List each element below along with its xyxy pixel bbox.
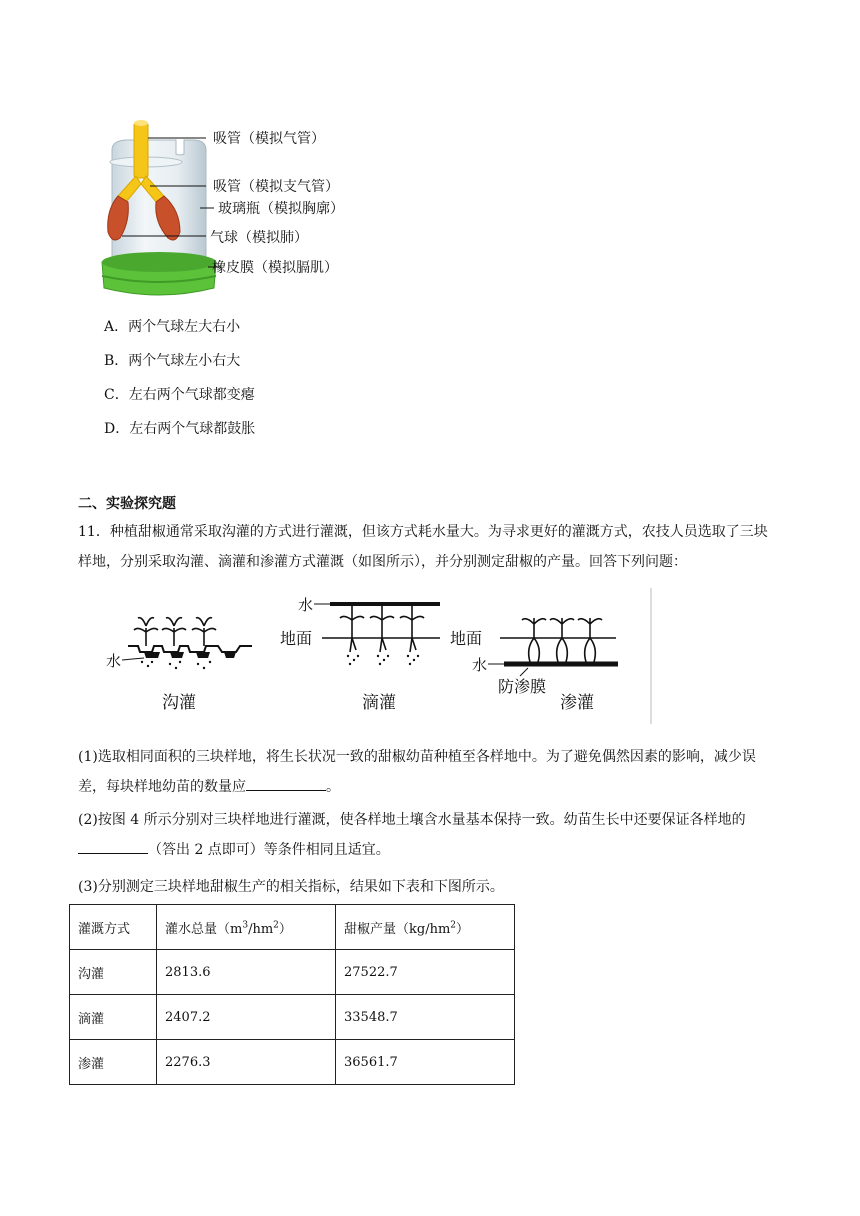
question-11-part-2: (2)按图 4 所示分别对三块样地进行灌溉，使各样地土壤含水量基本保持一致。幼苗生长中还要保证各样地的（答出 2 点即可）等条件相同且适宜。 bbox=[78, 812, 746, 858]
label-diaphragm: 橡皮膜（模拟膈肌） bbox=[212, 260, 338, 276]
caption-furrow: 沟灌 bbox=[162, 693, 196, 713]
caption-seepage: 渗灌 bbox=[560, 693, 594, 713]
header-yield: 甜椒产量$(kg/hm^2)$ bbox=[336, 905, 515, 950]
label-trachea: 吸管（模拟气管） bbox=[213, 131, 325, 147]
table-row bbox=[70, 995, 515, 1040]
answer-blank-1[interactable] bbox=[246, 774, 326, 791]
label-lung: 气球（模拟肺） bbox=[210, 230, 308, 246]
label-bronchus: 吸管（模拟支气管） bbox=[213, 179, 339, 195]
cell-method: 滴灌 bbox=[70, 995, 157, 1040]
drip-water-label: 水 bbox=[298, 596, 314, 614]
question-11-part-1: (1)选取相同面积的三块样地，将生长状况一致的甜椒幼苗种植至各样地中。为了避免偶然因素的影响，减少误差，每块样地幼苗的数量应 。 bbox=[78, 749, 756, 795]
answer-blank-2[interactable] bbox=[78, 837, 148, 854]
cell-yield: 36561.7 bbox=[336, 1040, 515, 1085]
table-header-row bbox=[70, 905, 515, 950]
question-11-part-3: (3)分别测定三块样地甜椒生产的相关指标，结果如下表和下图所示。 bbox=[78, 879, 504, 895]
option-c: C．左右两个气球都变瘪 bbox=[104, 387, 255, 403]
cell-water: 2813.6 bbox=[157, 950, 336, 995]
irrigation-figure bbox=[100, 588, 656, 724]
option-b: B．两个气球左小右大 bbox=[104, 353, 241, 369]
drip-irrigation bbox=[322, 604, 440, 665]
seepage-ground-label: 地面 bbox=[450, 629, 483, 648]
section-title: 二、实验探究题 bbox=[78, 496, 176, 512]
drip-ground-label: 地面 bbox=[280, 629, 313, 648]
header-method: 灌溉方式 bbox=[70, 905, 157, 950]
cell-water: 2276.3 bbox=[157, 1040, 336, 1085]
caption-drip: 滴灌 bbox=[362, 693, 396, 713]
lung-model-figure bbox=[88, 110, 388, 300]
header-water-total: 灌水总量$(m^3/hm^2)$ bbox=[157, 905, 336, 950]
seepage-water-label: 水 bbox=[472, 656, 488, 674]
irrigation-results-table bbox=[69, 904, 515, 1085]
seepage-irrigation bbox=[500, 618, 618, 676]
cell-method: 渗灌 bbox=[70, 1040, 157, 1085]
anti-seepage-film-label: 防渗膜 bbox=[498, 677, 547, 696]
membrane-top bbox=[102, 252, 216, 272]
cell-method: 沟灌 bbox=[70, 950, 157, 995]
table-row bbox=[70, 1040, 515, 1085]
cell-water: 2407.2 bbox=[157, 995, 336, 1040]
irrigation-drawing bbox=[100, 588, 656, 724]
option-d: D．左右两个气球都鼓胀 bbox=[104, 421, 256, 437]
table-row bbox=[70, 950, 515, 995]
straw-trachea bbox=[134, 122, 148, 178]
question-11-intro: 11．种植甜椒通常采取沟灌的方式进行灌溉，但该方式耗水量大。为寻求更好的灌溉方式，农技人员选取了三块样地，分别采取沟灌、滴灌和渗灌方式灌溉（如图所示），并分别测定甜椒的产量。回答下列问题： bbox=[78, 524, 768, 570]
furrow-water-label: 水 bbox=[106, 652, 122, 670]
furrow-irrigation bbox=[128, 618, 252, 670]
label-thorax: 玻璃瓶（模拟胸廓） bbox=[218, 201, 344, 217]
option-a: A．两个气球左大右小 bbox=[104, 319, 241, 335]
cell-yield: 27522.7 bbox=[336, 950, 515, 995]
cell-yield: 33548.7 bbox=[336, 995, 515, 1040]
